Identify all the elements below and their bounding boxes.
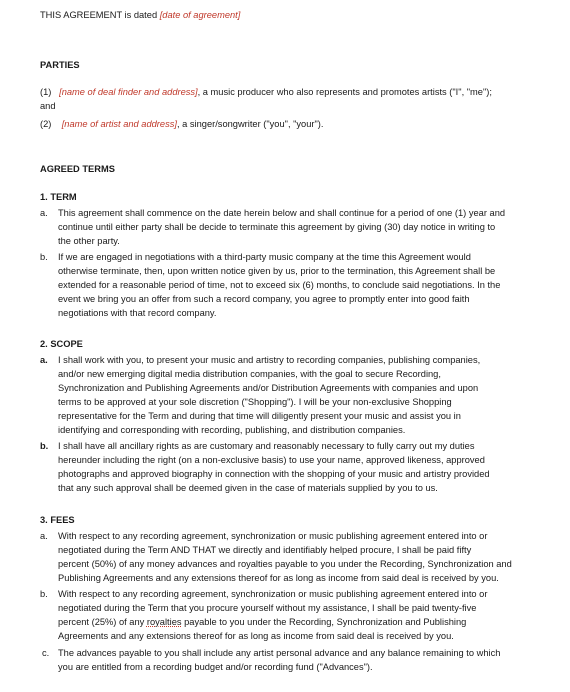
scope-a-label: a. xyxy=(40,355,48,365)
fees-b-label: b. xyxy=(40,589,48,599)
fees-a-line: With respect to any recording agreement, synchronization or music publishing agreement entered into or xyxy=(58,531,488,541)
party-2-number: (2) xyxy=(40,119,52,129)
party-2 xyxy=(40,118,323,131)
term-b-line: If we are engaged in negotiations with a third-party music company at the time this Agreement would xyxy=(58,252,471,262)
agreed-terms-heading: AGREED TERMS xyxy=(40,164,115,174)
term-b-line: extended for a reasonable period of time, not to exceed six (6) months, to conclude said negotiations. In the xyxy=(58,280,501,290)
party-1-number: (1) xyxy=(40,87,52,97)
scope-b-line: photographs and approved biography in connection with the shopping of your music and artistry provided xyxy=(58,469,490,479)
scope-a-line: and/or new emerging digital media distribution companies, with the goal to secure Recording, xyxy=(58,369,441,379)
term-a-label: a. xyxy=(40,208,48,218)
term-a-line: continue until either party shall be decide to terminate this agreement by giving (30) day notice in writing to xyxy=(58,222,496,232)
fees-c-line: you are entitled from a recording budget and/or recording fund ("Advances"). xyxy=(58,662,373,672)
fees-b-line3-pre: percent (25%) of any xyxy=(58,617,147,627)
parties-heading: PARTIES xyxy=(40,60,80,70)
date-placeholder: [date of agreement] xyxy=(159,10,241,20)
party-2-text: , a singer/songwriter ("you", "your"). xyxy=(176,119,324,129)
scope-a-line: representative for the Term and during that time will diligently present your music and assist you in xyxy=(58,411,461,421)
fees-heading: 3. FEES xyxy=(40,515,75,525)
fees-b-line xyxy=(58,616,466,629)
scope-b-line: hereunder including the right (on a non-exclusive basis) to use your name, approved likeness, approved xyxy=(58,455,485,465)
date-prefix: THIS AGREEMENT is dated xyxy=(40,10,160,20)
term-b-line: event we bring you an offer from such a record company, you agree to promptly enter into good faith xyxy=(58,294,470,304)
fees-b-line: With respect to any recording agreement, synchronization or music publishing agreement entered into or xyxy=(58,589,488,599)
fees-a-line: Publishing Agreements and any extensions thereof for as long as income from said deal is received by you. xyxy=(58,573,499,583)
fees-b-line3-post: payable to you under the Recording, Synchronization and Publishing xyxy=(181,617,467,627)
scope-a-line: I shall work with you, to present your music and artistry to recording companies, publishing companies, xyxy=(58,355,481,365)
term-heading: 1. TERM xyxy=(40,192,77,202)
scope-a-line: identifying and corresponding with recording, publishing, and distribution companies. xyxy=(58,425,406,435)
scope-b-line: I shall have all ancillary rights as are customary and reasonably necessary to fully carry out my duties xyxy=(58,441,475,451)
fees-c-line: The advances payable to you shall include any artist personal advance and any balance remaining to which xyxy=(58,648,501,658)
party-1 xyxy=(40,86,492,99)
fees-a-line: negotiated during the Term AND THAT we directly and identifiably helped procure, I shall be paid fifty xyxy=(58,545,472,555)
scope-heading: 2. SCOPE xyxy=(40,339,83,349)
scope-a-line: Synchronization and Publishing Agreements and/or Distribution Agreements with companies and upon xyxy=(58,383,479,393)
parties-and: and xyxy=(40,101,56,111)
fees-b-royalties-word: royalties xyxy=(146,617,182,627)
fees-b-line: negotiated during the Term that you procure yourself without my assistance, I shall be paid twenty-five xyxy=(58,603,477,613)
party-1-text: , a music producer who also represents and promotes artists ("I", "me"); xyxy=(197,87,492,97)
party-1-placeholder: [name of deal finder and address] xyxy=(59,87,198,97)
fees-c-label: c. xyxy=(42,648,50,658)
party-2-placeholder: [name of artist and address] xyxy=(61,119,177,129)
term-b-line: negotiations with that record company. xyxy=(58,308,217,318)
agreement-date-line xyxy=(40,9,240,22)
scope-b-label: b. xyxy=(40,441,49,451)
fees-a-label: a. xyxy=(40,531,48,541)
fees-b-line: Agreements and any extensions thereof for as long as income from said deal is received by you. xyxy=(58,631,454,641)
term-a-line: This agreement shall commence on the date herein below and shall continue for a period of one (1) year and xyxy=(58,208,506,218)
scope-b-line: that any such approval shall be deemed given in the case of materials supplied by you to us. xyxy=(58,483,438,493)
term-a-line: the other party. xyxy=(58,236,120,246)
term-b-label: b. xyxy=(40,252,48,262)
fees-a-line: percent (50%) of any money advances and royalties payable to you under the Recording, Synchronization and xyxy=(58,559,512,569)
term-b-line: otherwise terminate, then, upon written notice given by us, prior to the termination, this Agreement shall be xyxy=(58,266,496,276)
scope-a-line: terms to be approved at your sole discretion ("Shopping"). I will be your non-exclusive Shopping xyxy=(58,397,452,407)
